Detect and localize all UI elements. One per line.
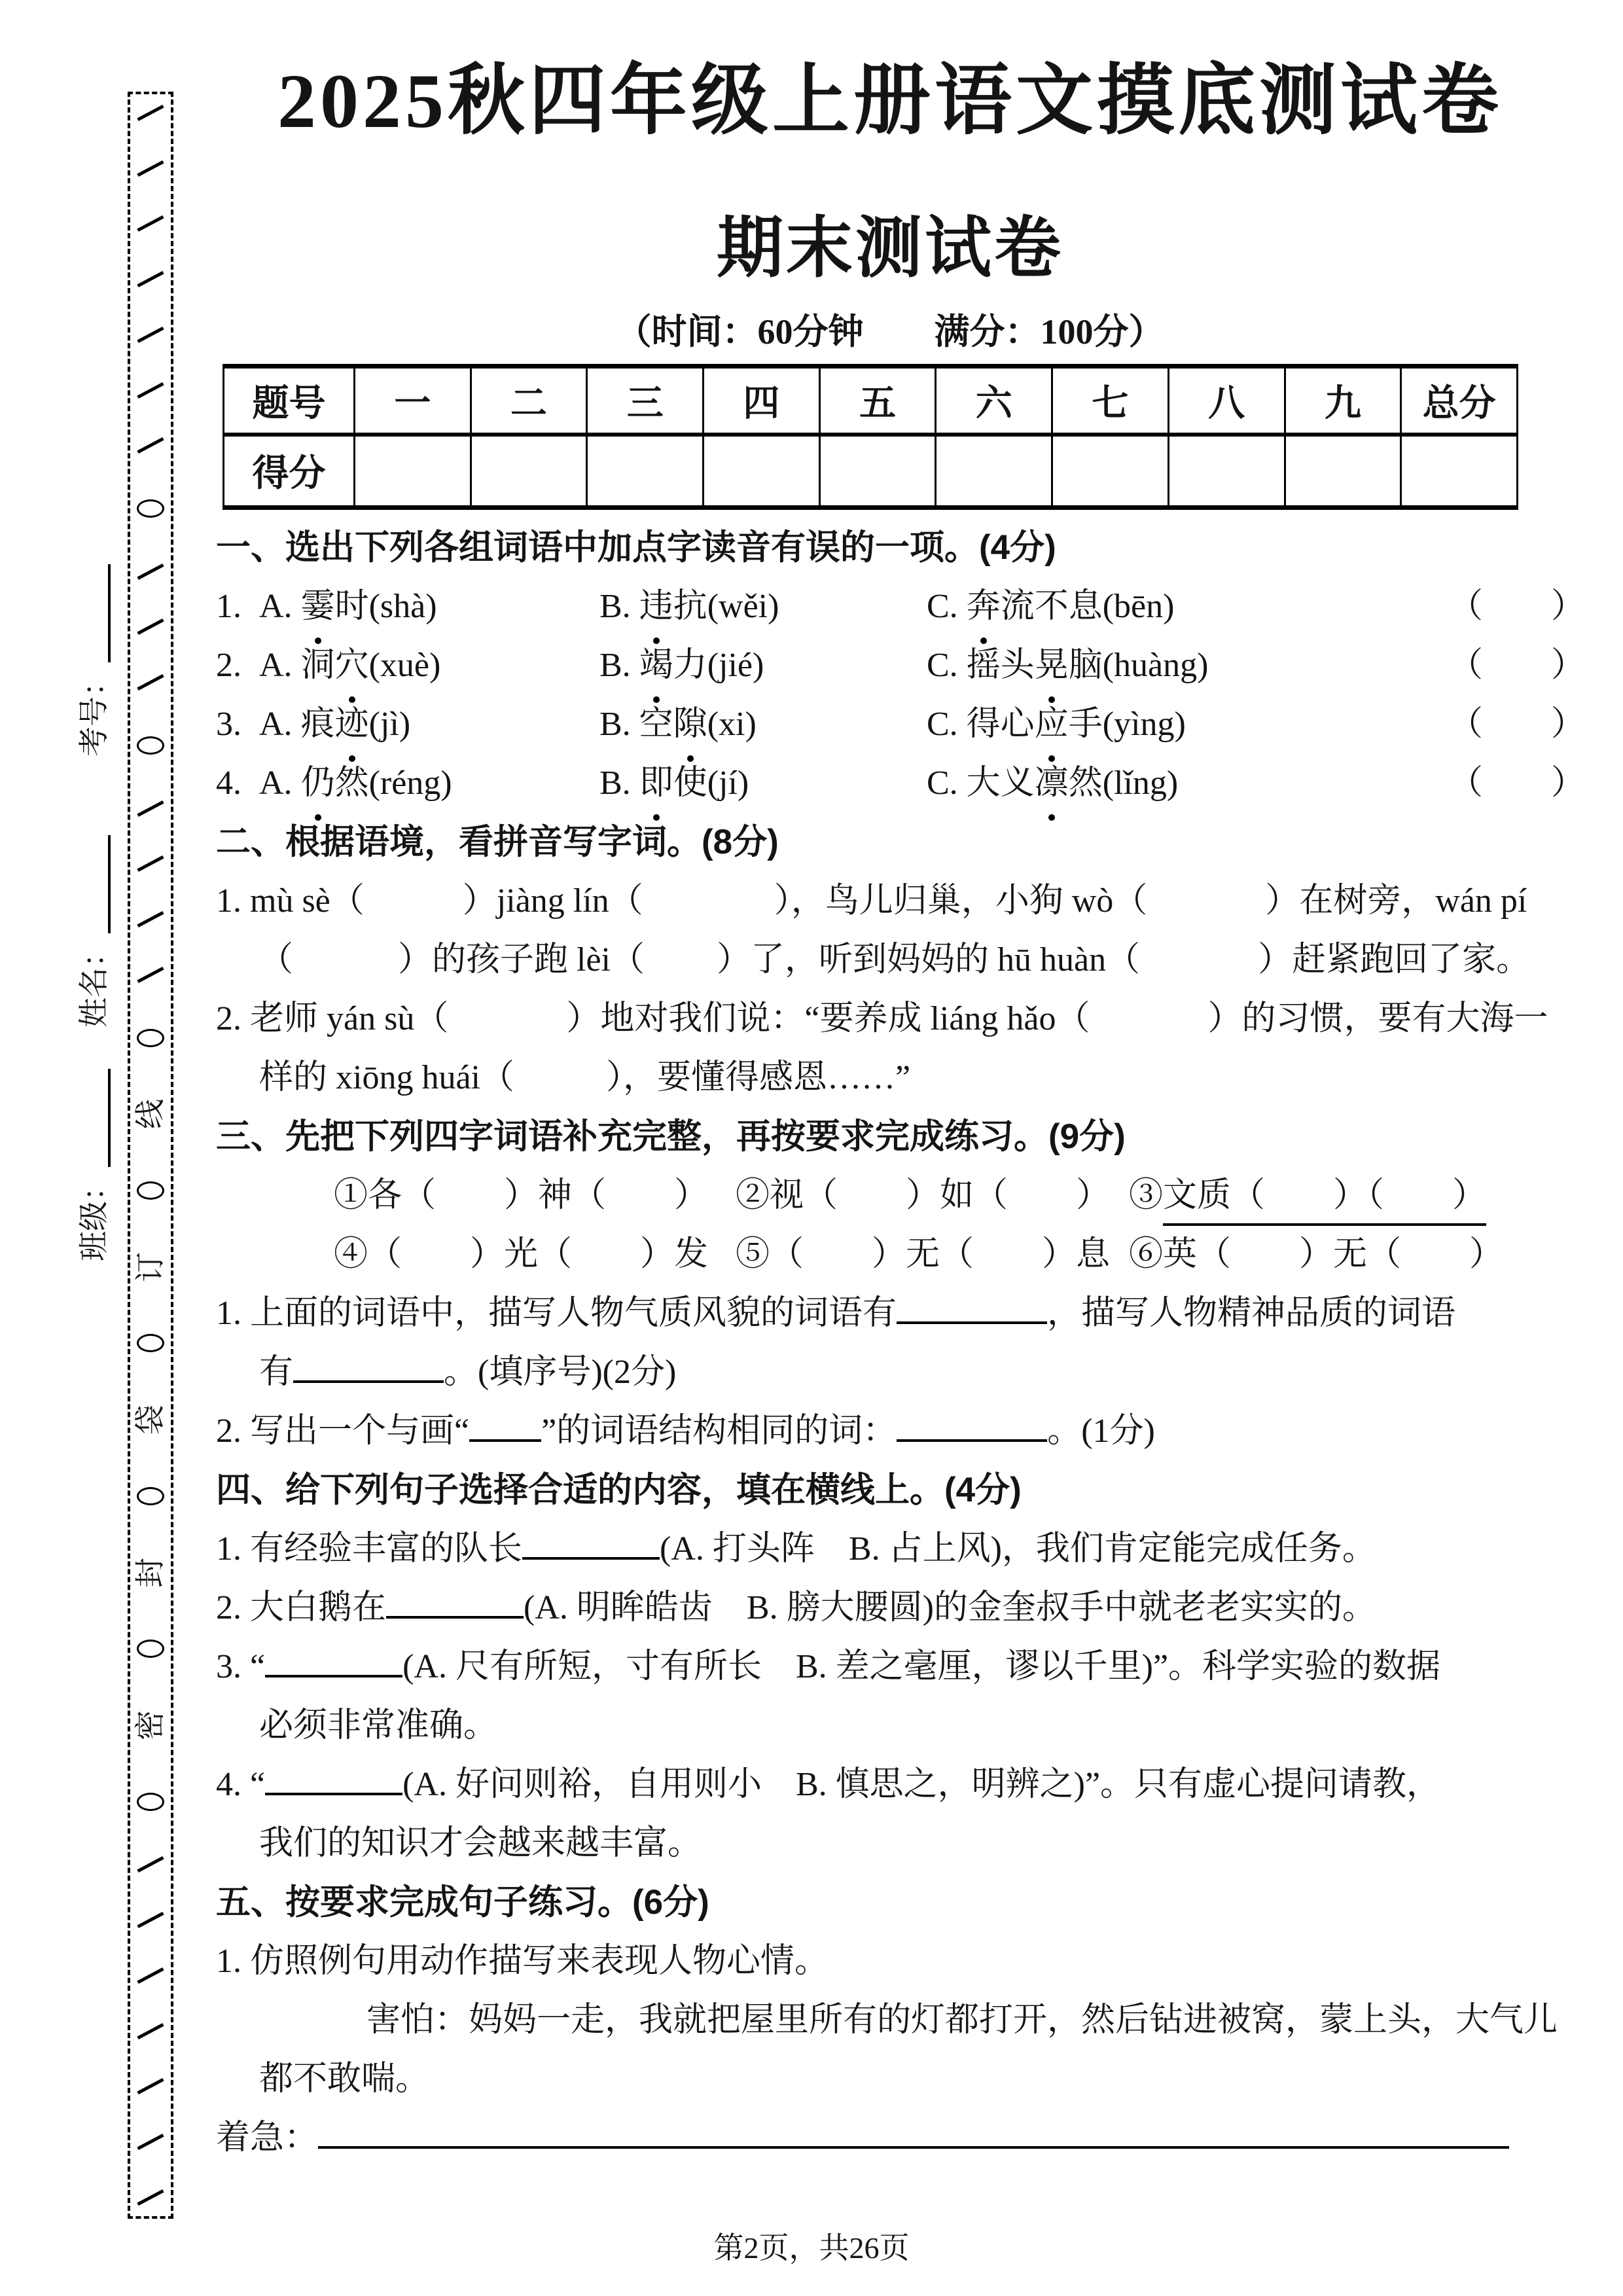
paren-blank: （ ） bbox=[611, 941, 751, 978]
dotted-char: 应 bbox=[1035, 695, 1069, 754]
paren-blank: （ ） bbox=[1056, 1000, 1242, 1037]
choice-option: A. 痕迹(jì) bbox=[259, 695, 599, 754]
seal-slash bbox=[137, 215, 164, 232]
score-table bbox=[223, 364, 1518, 510]
score-table-header-cell: 八 bbox=[1168, 367, 1285, 435]
choice-option: B. 违抗(wěi) bbox=[599, 577, 927, 636]
seal-circle bbox=[137, 1029, 164, 1047]
blank-underline bbox=[469, 1404, 541, 1442]
score-table-header-cell: 题号 bbox=[224, 367, 355, 435]
question-item: 1. 仿照例句用动作描写来表现人物心情。 bbox=[216, 1943, 829, 1980]
blank-gap bbox=[365, 911, 463, 912]
score-table-header-cell: 五 bbox=[819, 367, 936, 435]
score-cell-empty bbox=[355, 435, 471, 508]
seal-slash bbox=[137, 271, 164, 287]
question-item: 2. 大白鹅在 (A. 明眸皓齿 B. 膀大腰圆)的金奎叔手中就老老实实的。 bbox=[216, 1579, 1585, 1638]
blank-gap bbox=[1090, 1029, 1208, 1030]
choice-option: B. 空隙(xi) bbox=[599, 695, 927, 754]
label-write-line bbox=[73, 564, 111, 662]
choice-option: A. 洞穴(xuè) bbox=[259, 636, 599, 695]
score-cell-empty bbox=[704, 435, 820, 508]
seal-slash bbox=[137, 2078, 164, 2094]
choice-row bbox=[216, 636, 1585, 695]
seal-slash bbox=[137, 674, 164, 691]
score-table-header-cell: 六 bbox=[936, 367, 1052, 435]
dotted-char: 霎 bbox=[301, 577, 335, 636]
choice-row bbox=[216, 695, 1585, 754]
dotted-char: 仍 bbox=[301, 754, 335, 813]
seal-char: 密 bbox=[134, 1710, 167, 1740]
question-item: 1. 上面的词语中，描写人物气质风貌的词语有 ，描写人物精神品质的词语 有 。(填序号)(2分) bbox=[216, 1284, 1585, 1402]
example-sentence: 害怕：妈妈一走，我就把屋里所有的灯都打开，然后钻进被窝，蒙上头，大气儿 都不敢喘。 bbox=[259, 2001, 1558, 2098]
item-number: 4. bbox=[216, 764, 241, 802]
seal-slash bbox=[137, 2189, 164, 2206]
answer-parens: （ ） bbox=[1448, 706, 1585, 743]
blank-gap bbox=[1147, 911, 1265, 912]
seal-slash bbox=[137, 160, 164, 177]
paren-blank: （ ） bbox=[330, 882, 497, 920]
dotted-char: 即 bbox=[639, 754, 673, 813]
question-item: 2. 写出一个与画“ ”的词语结构相同的词： 。(1分) bbox=[216, 1402, 1585, 1461]
seal-circle bbox=[137, 1793, 164, 1811]
section-heading-2: 二、根据语境，看拼音写字词。(8分) bbox=[216, 823, 779, 861]
question-item: 2. 老师 yán sù（ ）地对我们说：“要养成 liáng hǎo（ ）的习惯，要有大海一 样的 xiōng huái（ ），要懂得感恩……” bbox=[216, 1000, 1548, 1096]
page-subtitle: 期末测试卷 bbox=[717, 212, 1063, 286]
blank-underline bbox=[386, 1581, 524, 1619]
answer-prompt: 着急： bbox=[216, 2109, 1585, 2168]
student-name-label: 姓名： bbox=[71, 827, 113, 1036]
seal-char: 封 bbox=[134, 1557, 167, 1588]
label-write-line bbox=[73, 835, 111, 933]
seal-slash bbox=[137, 2134, 164, 2150]
time-score-info: （时间：60分钟 满分：100分） bbox=[616, 312, 1164, 351]
answer-parens: （ ） bbox=[1448, 647, 1585, 684]
choice-option: B. 竭力(jié) bbox=[599, 636, 927, 695]
class-label: 班级： bbox=[71, 1060, 113, 1270]
page-number: 第2页，共26页 bbox=[713, 2231, 910, 2265]
paren-blank: （ ） bbox=[1113, 882, 1300, 920]
score-table-header-cell: 二 bbox=[471, 367, 587, 435]
score-table-header-cell: 九 bbox=[1285, 367, 1401, 435]
question-item: 4. “ (A. 好问则裕，自用则小 B. 慎思之，明辨之)”。只有虚心提问请教， 我们的知识才会越来越丰富。 bbox=[216, 1755, 1585, 1873]
seal-circle bbox=[137, 1181, 164, 1200]
seal-circle bbox=[137, 1487, 164, 1505]
idiom-item: ④（ ）光（ ）发 bbox=[334, 1236, 709, 1273]
choice-option: C. 得心应手(yìng) bbox=[927, 695, 1449, 754]
score-cell-empty bbox=[1401, 435, 1518, 508]
score-cell-empty bbox=[471, 435, 587, 508]
seal-line-strip bbox=[128, 92, 173, 2219]
paren-blank: （ ） bbox=[259, 941, 433, 978]
score-cell-empty bbox=[936, 435, 1052, 508]
choice-option: B. 即使(jí) bbox=[599, 754, 927, 813]
question-content bbox=[216, 518, 1585, 2168]
seal-slash bbox=[137, 1856, 164, 1873]
blank-underline bbox=[265, 1640, 402, 1677]
score-table-score-row bbox=[224, 435, 1518, 508]
underlined-phrase: 文质（ ）（ ） bbox=[1163, 1177, 1486, 1226]
item-number: 3. bbox=[216, 706, 241, 743]
seal-slash bbox=[137, 619, 164, 635]
seal-char: 订 bbox=[134, 1251, 167, 1282]
score-row-label: 得分 bbox=[224, 435, 355, 508]
choice-option: C. 大义凛然(lǐng) bbox=[927, 754, 1449, 813]
section-heading-4: 四、给下列句子选择合适的内容，填在横线上。(4分) bbox=[216, 1471, 1022, 1509]
seal-slash bbox=[137, 437, 164, 454]
section-heading-5: 五、按要求完成句子练习。(6分) bbox=[216, 1883, 709, 1922]
section-heading-3: 三、先把下列四字词语补充完整，再按要求完成练习。(9分) bbox=[216, 1117, 1126, 1156]
seal-slash bbox=[137, 382, 164, 399]
score-table-header-row bbox=[224, 367, 1518, 435]
item-number: 2. bbox=[216, 647, 241, 684]
choice-option: A. 霎时(shà) bbox=[259, 577, 599, 636]
seal-slash bbox=[137, 1912, 164, 1928]
choice-option: C. 摇头晃脑(huàng) bbox=[927, 636, 1449, 695]
dotted-char: 迹 bbox=[335, 695, 369, 754]
idiom-item: ②视（ ）如（ ） bbox=[736, 1177, 1111, 1214]
score-cell-empty bbox=[1285, 435, 1401, 508]
idiom-row bbox=[216, 1166, 1585, 1225]
choice-option: A. 仍然(réng) bbox=[259, 754, 599, 813]
question-item: 1. mù sè（ ）jiàng lín（ ），鸟儿归巢，小狗 wò（ ）在树旁，wán pí （ ）的孩子跑 lèi（ ）了，听到妈妈的 hū huàn（ ）赶紧跑回了家。 bbox=[216, 882, 1531, 978]
blank-underline bbox=[318, 2111, 1509, 2149]
seal-char: 线 bbox=[134, 1099, 167, 1130]
paren-blank: （ ） bbox=[414, 1000, 601, 1037]
blank-gap bbox=[448, 1029, 566, 1030]
blank-underline bbox=[522, 1522, 660, 1560]
blank-underline bbox=[293, 1345, 444, 1383]
score-cell-empty bbox=[587, 435, 704, 508]
seal-slash bbox=[137, 105, 164, 121]
dotted-char: 晃 bbox=[1035, 636, 1069, 695]
paren-blank: （ ） bbox=[1106, 941, 1293, 978]
blank-gap bbox=[643, 911, 774, 912]
dotted-char: 隙 bbox=[673, 695, 707, 754]
dotted-char: 凛 bbox=[1035, 754, 1069, 813]
seal-slash bbox=[137, 967, 164, 983]
score-table-header-cell: 七 bbox=[1052, 367, 1169, 435]
idiom-item: ③文质（ ）（ ） bbox=[1129, 1166, 1585, 1225]
score-table-header-cell: 四 bbox=[704, 367, 820, 435]
idiom-row bbox=[216, 1225, 1585, 1284]
answer-parens: （ ） bbox=[1448, 764, 1585, 802]
answer-parens: （ ） bbox=[1448, 588, 1585, 625]
blank-gap bbox=[1140, 970, 1258, 971]
score-table-header-cell: 总分 bbox=[1401, 367, 1518, 435]
choice-row bbox=[216, 577, 1585, 636]
seal-circle bbox=[137, 736, 164, 755]
section-heading-1: 一、选出下列各组词语中加点字读音有误的一项。(4分) bbox=[216, 528, 1056, 567]
seal-circle bbox=[137, 1640, 164, 1658]
score-cell-empty bbox=[1168, 435, 1285, 508]
blank-gap bbox=[645, 970, 717, 971]
seal-slash bbox=[137, 800, 164, 817]
dotted-char: 奔 bbox=[967, 577, 1001, 636]
choice-row bbox=[216, 754, 1585, 813]
seal-slash bbox=[137, 327, 164, 343]
seal-circle bbox=[137, 499, 164, 518]
blank-underline bbox=[897, 1286, 1047, 1324]
idiom-item: ⑤（ ）无（ ）息 bbox=[736, 1236, 1111, 1273]
question-item: 3. “ (A. 尺有所短，寸有所长 B. 差之毫厘，谬以千里)”。科学实验的数据 必须非常准确。 bbox=[216, 1638, 1585, 1755]
score-cell-empty bbox=[1052, 435, 1169, 508]
seal-slash bbox=[137, 855, 164, 872]
seal-char: 袋 bbox=[134, 1405, 167, 1435]
seal-slash bbox=[137, 911, 164, 927]
score-table-header-cell: 一 bbox=[355, 367, 471, 435]
item-number: 1. bbox=[216, 588, 241, 625]
page-title: 2025秋四年级上册语文摸底测试卷 bbox=[277, 58, 1503, 144]
paren-blank: （ ） bbox=[480, 1059, 624, 1096]
seal-slash bbox=[137, 564, 164, 580]
question-item: 1. 有经验丰富的队长 (A. 打头阵 B. 占上风)，我们肯定能完成任务。 bbox=[216, 1520, 1585, 1579]
score-cell-empty bbox=[819, 435, 936, 508]
blank-underline bbox=[897, 1404, 1047, 1442]
seal-circle bbox=[137, 1334, 164, 1352]
score-table-header-cell: 三 bbox=[587, 367, 704, 435]
seal-slash bbox=[137, 2023, 164, 2039]
seal-slash bbox=[137, 1967, 164, 1984]
choice-option: C. 奔流不息(bēn) bbox=[927, 577, 1449, 636]
dotted-char: 违 bbox=[639, 577, 673, 636]
idiom-item: ⑥英（ ）无（ ） bbox=[1129, 1236, 1504, 1273]
blank-gap bbox=[293, 970, 398, 971]
blank-underline bbox=[265, 1757, 402, 1795]
dotted-char: 穴 bbox=[335, 636, 369, 695]
exam-number-label: 考号： bbox=[71, 556, 113, 765]
paren-blank: （ ） bbox=[609, 882, 791, 920]
dotted-char: 竭 bbox=[639, 636, 673, 695]
idiom-item: ①各（ ）神（ ） bbox=[334, 1177, 709, 1214]
label-write-line bbox=[73, 1069, 111, 1167]
